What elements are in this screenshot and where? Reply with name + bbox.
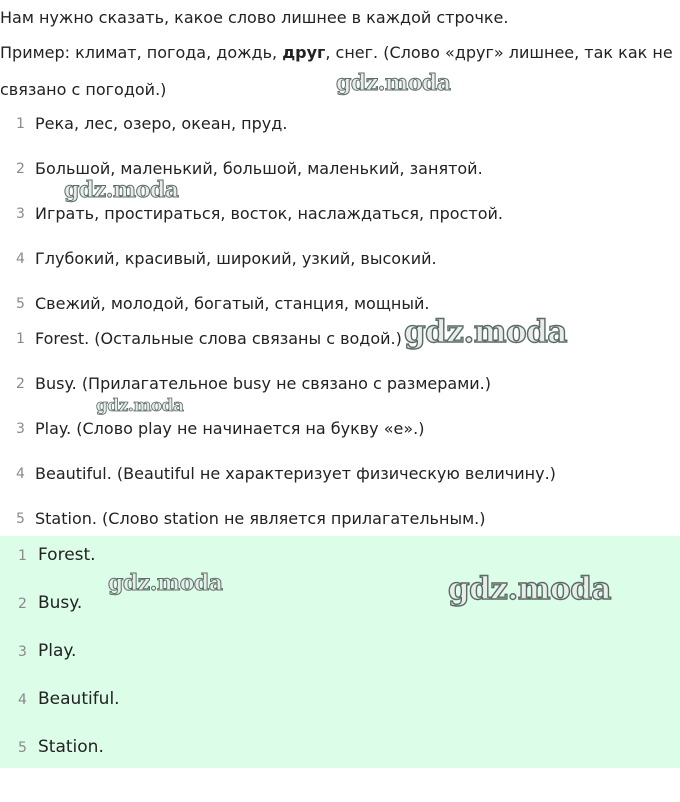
example-odd-word: друг — [282, 43, 326, 62]
item-text: Busy. (Прилагательное busy не связано с размерами.) — [35, 374, 491, 393]
item-number: 1 — [16, 116, 25, 132]
item-number: 2 — [16, 161, 25, 177]
item-number: 4 — [16, 466, 25, 482]
item-number: 2 — [18, 596, 27, 612]
item-number: 1 — [16, 331, 25, 347]
item-text: Forest. (Остальные слова связаны с водой.) — [35, 329, 402, 348]
example-suffix: , снег. (Слово «друг» лишнее, так как не — [325, 43, 673, 62]
example-line — [0, 43, 673, 62]
item-text: Forest. — [38, 545, 96, 565]
item-number: 5 — [16, 296, 25, 312]
watermark-logo: gdz.moda — [404, 314, 567, 350]
item-text: Свежий, молодой, богатый, станция, мощный. — [35, 294, 430, 313]
example-prefix: Пример: климат, погода, дождь, — [0, 43, 283, 62]
item-number: 1 — [18, 548, 27, 564]
item-text: Река, лес, озеро, океан, пруд. — [35, 114, 288, 133]
item-number: 2 — [16, 376, 25, 392]
watermark-logo: gdz.moda — [336, 70, 451, 96]
item-text: Глубокий, красивый, широкий, узкий, высокий. — [35, 249, 437, 268]
item-text: Play. (Слово play не начинается на букву «e».) — [35, 419, 425, 438]
item-text: Большой, маленький, большой, маленький, занятой. — [35, 159, 483, 178]
watermark-logo: gdz.moda — [96, 396, 184, 416]
watermark-logo: gdz.moda — [64, 177, 179, 203]
item-text: Station. — [38, 737, 104, 757]
item-text: Station. (Слово station не является прилагательным.) — [35, 509, 486, 528]
item-text: Играть, простираться, восток, наслаждаться, простой. — [35, 204, 503, 223]
item-text: Beautiful. — [38, 689, 120, 709]
item-number: 4 — [18, 692, 27, 708]
item-number: 5 — [18, 740, 27, 756]
item-text: Beautiful. (Beautiful не характеризует физическую величину.) — [35, 464, 556, 483]
item-number: 4 — [16, 251, 25, 267]
item-text: Busy. — [38, 593, 83, 613]
item-text: Play. — [38, 641, 77, 661]
item-number: 3 — [18, 644, 27, 660]
item-number: 5 — [16, 511, 25, 527]
task-statement: Нам нужно сказать, какое слово лишнее в каждой строчке. — [0, 8, 509, 27]
watermark-logo: gdz.moda — [448, 571, 611, 607]
item-number: 3 — [16, 206, 25, 222]
watermark-logo: gdz.moda — [108, 570, 223, 596]
example-line-cont: связано с погодой.) — [0, 80, 167, 99]
item-number: 3 — [16, 421, 25, 437]
